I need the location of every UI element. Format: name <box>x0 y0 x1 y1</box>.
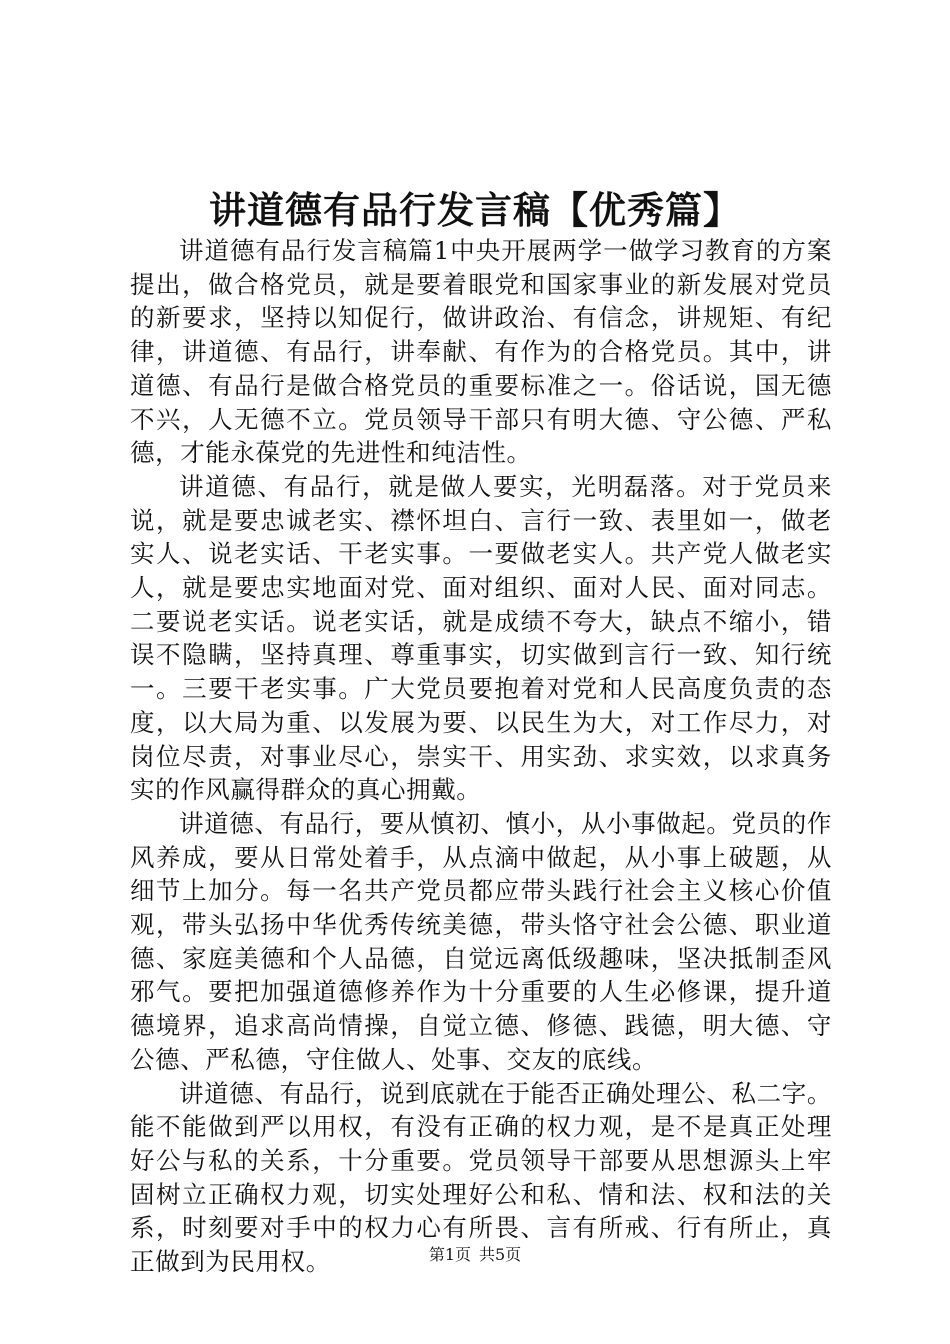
paragraph-1: 讲道德有品行发言稿篇1中央开展两学一做学习教育的方案提出，做合格党员，就是要着眼党和国家事业的新发展对党员的新要求，坚持以知促行，做讲政治、有信念，讲规矩、有纪律，讲道德、有品行，讲奉献、有作为的合格党员。其中，讲道德、有品行是做合格党员的重要标准之一。俗话说，国无德不兴，人无德不立。党员领导干部只有明大德、守公德、严私德，才能永葆党的先进性和纯洁性。 <box>130 236 832 468</box>
document-body <box>130 234 832 1279</box>
page-number-current: 第1页 <box>428 1245 471 1264</box>
paragraph-4: 讲道德、有品行，说到底就在于能否正确处理公、私二字。能不能做到严以用权，有没有正确的权力观，是不是真正处理好公与私的关系，十分重要。党员领导干部要从思想源头上牢固树立正确权力观，切实处理好公和私、情和法、权和法的关系，时刻要对手中的权力心有所畏、言有所戒、行有所止，真正做到为民用权。 <box>130 1078 832 1277</box>
paragraph-2: 讲道德、有品行，就是做人要实，光明磊落。对于党员来说，就是要忠诚老实、襟怀坦白、言行一致、表里如一，做老实人、说老实话、干老实事。一要做老实人。共产党人做老实人，就是要忠实地面对党、面对组织、面对人民、面对同志。二要说老实话。说老实话，就是成绩不夸大，缺点不缩小，错误不隐瞒，坚持真理、尊重事实，切实做到言行一致、知行统一。三要干老实事。广大党员要抱着对党和人民高度负责的态度，以大局为重、以发展为要、以民生为大，对工作尽力，对岗位尽责，对事业尽心，崇实干、用实劲、求实效，以求真务实的作风赢得群众的真心拥戴。 <box>130 471 832 805</box>
page-number-total: 共5页 <box>479 1245 522 1264</box>
document-title: 讲道德有品行发言稿【优秀篇】 <box>209 188 741 232</box>
page-footer <box>0 1243 950 1267</box>
paragraph-3: 讲道德、有品行，要从慎初、慎小，从小事做起。党员的作风养成，要从日常处着手，从点滴中做起，从小事上破题，从细节上加分。每一名共产党员都应带头践行社会主义核心价值观，带头弘扬中华优秀传统美德，带头恪守社会公德、职业道德、家庭美德和个人品德，自觉远离低级趣味，坚决抵制歪风邪气。要把加强道德修养作为十分重要的人生必修课，提升道德境界，追求高尚情操，自觉立德、修德、践德，明大德、守公德、严私德，守住做人、处事、交友的底线。 <box>130 808 832 1074</box>
